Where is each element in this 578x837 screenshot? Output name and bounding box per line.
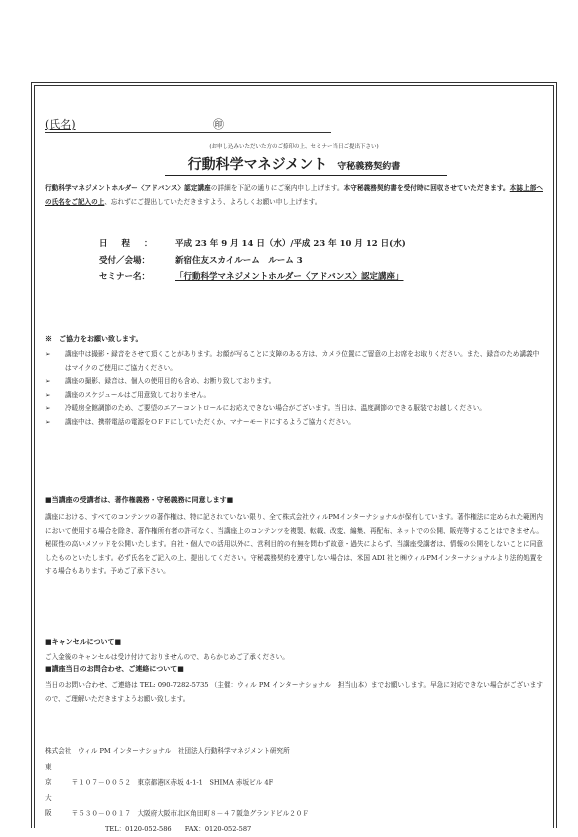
date-label: 日程： [99,236,175,253]
schedule-block [99,236,406,286]
seal-mark: ㊞ [213,116,224,132]
company-footer [45,744,543,837]
cooperation-list [45,348,543,429]
osaka-address: 〒５３０－００１７ 大阪府大阪市北区角田町８－４７阪急グランドビル２０Ｆ [72,809,309,817]
copyright-body: 講座における、すべてのコンテンツの著作権は、特に記されていない限り、全て株式会社ウィルPMインターナショナルが保有しています。著作権法に定められた範囲内において使用する場合を除き、著作権所有者の許可なく、当講座上のコンテンツを複製、転載、改変、編集、再配布、ネットでの公開、販売等することはできません。秘匿性の高いメソッドを公開いたします。自社・個人での活用以外に、営利目的の有無を問わず故意・過失によらず、当講座受講者は、情報の公開をしないことに同意したものといたします。必ず氏名をご記入の上、提出してください。守秘義務契約を遵守しない場合は、米国 ADI 社と㈱ウィルPMインターナショナルより法的処置をする場合もあります。予めご了承下さい。 [45,511,543,579]
intro-underline: 本誌上部への氏名をご記入の上 [45,184,543,206]
arrow-bullet-icon: ➢ [45,389,51,403]
cancel-heading: ■キャンセルについて■ [45,637,121,647]
schedule-venue-row [99,253,406,270]
list-item: ➢ 講座中は、携帯電話の電源をＯＦＦにしていただくか、マナーモードにするようご協力ください。 [45,416,543,430]
company-name: 株式会社 ウィル PM インターナショナル 社団法人行動科学マネジメント研究所 [45,744,543,760]
list-item: ➢ 講座中は撮影・録音をさせて頂くことがあります。お顔が写ることに支障のある方は、カメラ位置にご留意の上お席をお取りください。また、録音のため講義中はマイクのご使用にご協力ください。 [45,348,543,375]
name-field[interactable] [45,116,331,133]
tokyo-label: 東京 [45,760,65,791]
intro-course: 行動科学マネジメントホルダー〈アドバンス〉認定講座 [45,184,211,192]
intro-bold: 本守秘義務契約書を受付時に回収させていただきます。 [344,184,510,192]
arrow-bullet-icon: ➢ [45,416,51,430]
page-title [45,154,543,174]
intro-text-2: 、忘れずにご提出していただきますよう、よろしくお願い申し上げます。 [104,198,321,206]
list-item: ➢ 冷暖房全館調節のため、ご要望のエアーコントロールにお応えできない場合がございます。当日は、温度調節のできる服装でお越しください。 [45,402,543,416]
arrow-bullet-icon: ➢ [45,348,51,362]
osaka-address-row [45,791,543,822]
date-value: 平成 23 年 9 月 14 日（水）/平成 23 年 10 月 12 日(水) [175,239,406,249]
cooperation-heading: ※ ご協力をお願い致します。 [45,334,142,344]
venue-label: 受付／会場： [99,253,175,270]
tokyo-address: 〒１０７－００５２ 東京都港区赤坂 4-1-1 SHIMA 赤坂ビル 4F [72,778,274,786]
cancel-body: ご入金後のキャンセルは受け付けておりませんので、あらかじめご了承ください。 [45,651,543,665]
document-frame [31,82,557,828]
schedule-seminar-row [99,269,406,286]
list-item: ➢ 講座のスケジュールはご用意致しておりません。 [45,389,543,403]
schedule-date-row [99,236,406,253]
list-item: ➢ 講座の撮影、録音は、個人の使用目的も含め、お断り致しております。 [45,375,543,389]
submission-note: (お申し込みいただいた方のご捺印の上、セミナー当日ご提出下さい) [45,142,543,150]
name-label: (氏名) [45,118,76,131]
contact-body: 当日のお問い合わせ、ご連絡は TEL: 090-7282-5735 （主催：ウィル PM インターナショナル 担当山本）までお願いします。早急に対応できない場合がございますので、ご理解いただきますようお願い致します。 [45,679,543,706]
osaka-label: 大阪 [45,791,65,822]
title-sub: 守秘義務契約書 [337,162,400,172]
tokyo-address-row [45,760,543,791]
contact-heading: ■講座当日のお問合わせ、ご連絡について■ [45,664,184,674]
seminar-value: 「行動科学マネジメントホルダー〈アドバンス〉認定講座」 [175,272,403,282]
intro-text-1: の詳細を下記の通りにご案内申し上げます。 [211,184,344,192]
arrow-bullet-icon: ➢ [45,402,51,416]
copyright-heading: ■当講座の受講者は、著作権義務・守秘義務に同意します■ [45,495,233,505]
seminar-label: セミナー名： [99,269,175,286]
title-main: 行動科学マネジメント [188,157,328,173]
arrow-bullet-icon: ➢ [45,375,51,389]
tel-fax: TEL：0120-052-586 FAX：0120-052-587 [45,822,543,837]
venue-value: 新宿住友スカイルーム ルーム 3 [175,256,303,266]
intro-paragraph [45,182,543,209]
title-underline [165,175,447,176]
